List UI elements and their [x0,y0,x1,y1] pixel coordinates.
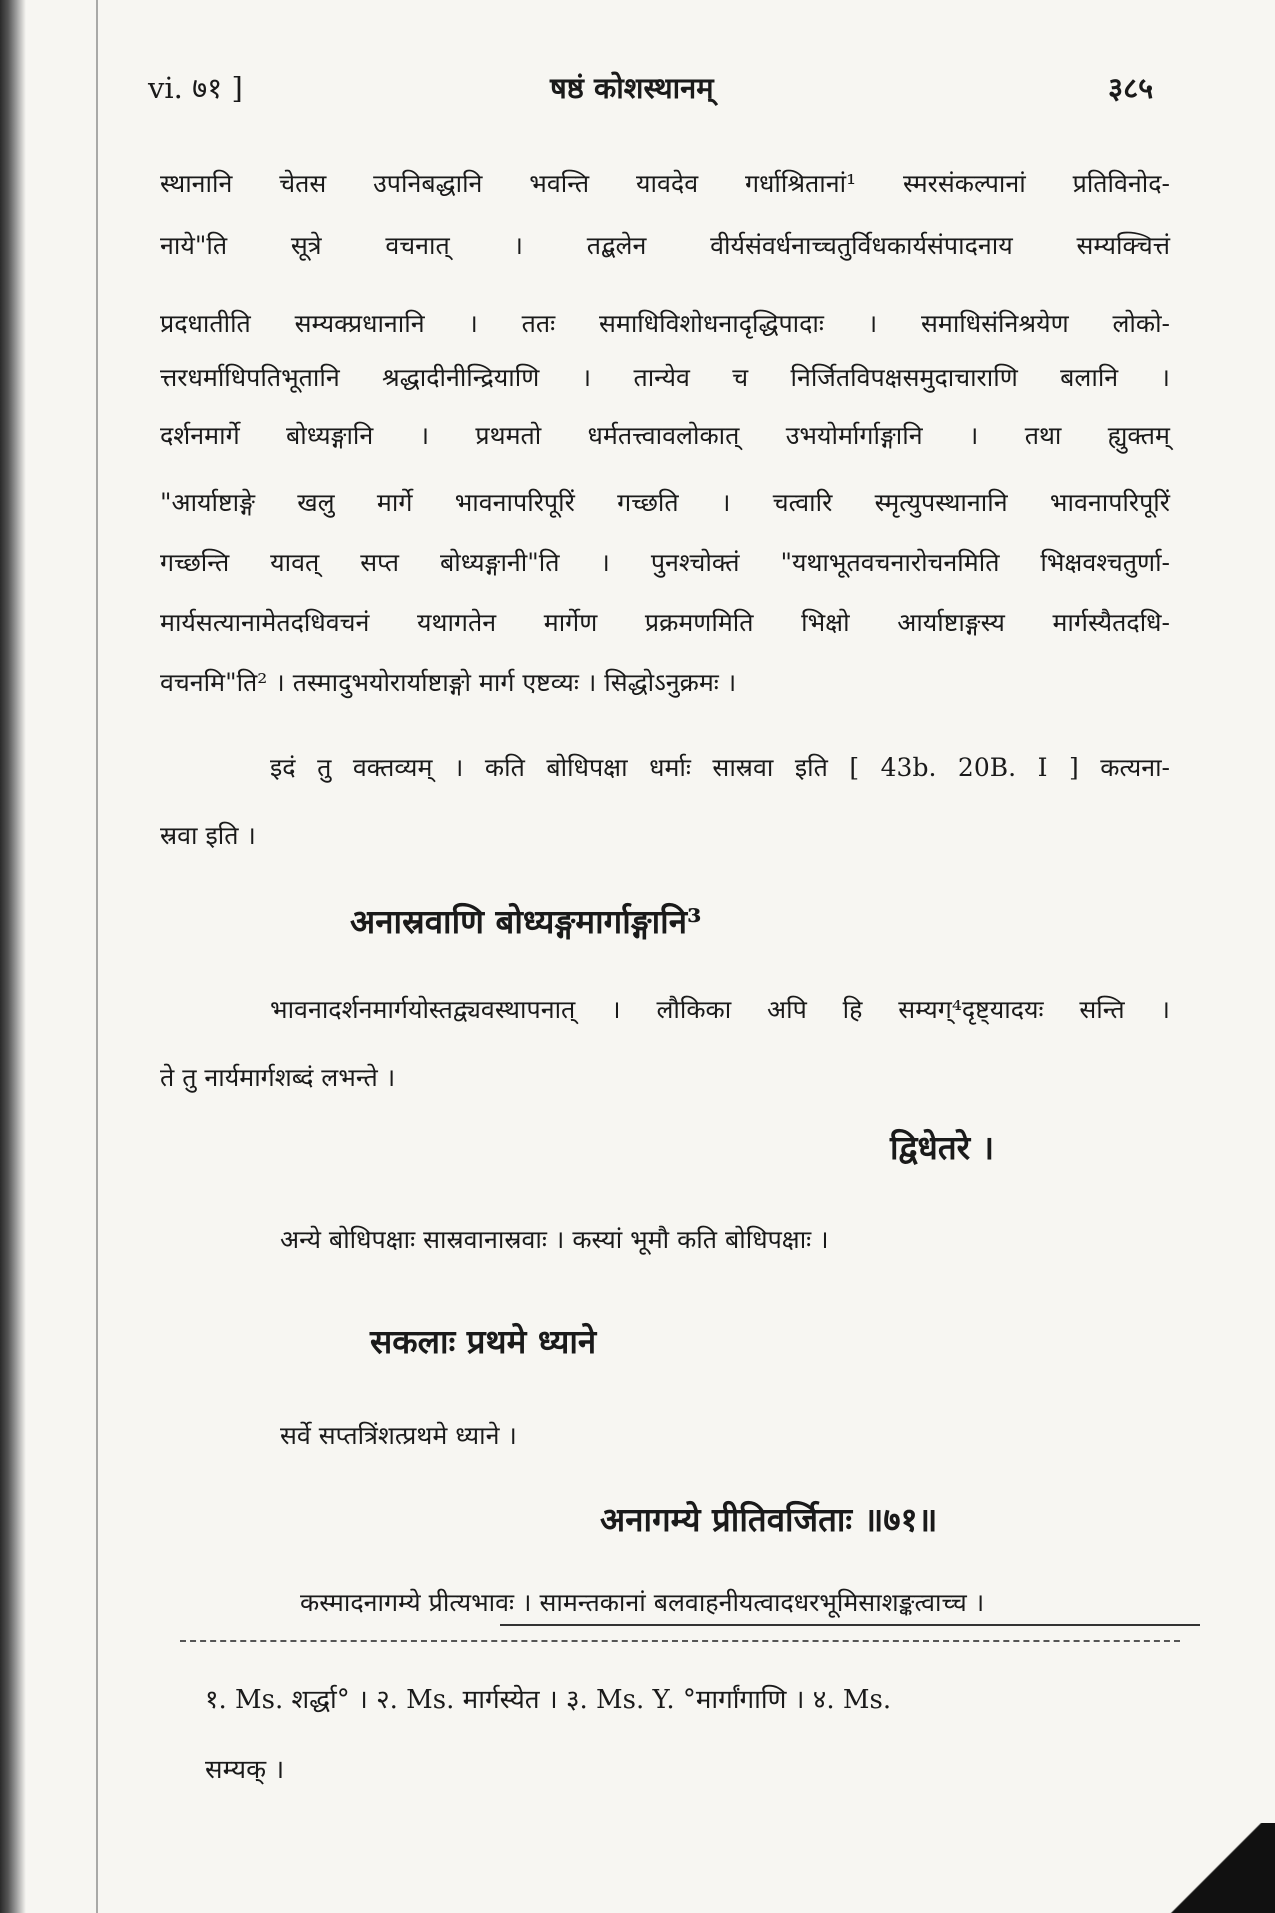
footnote-divider [180,1640,1180,1642]
text-line: सर्वे सप्तत्रिंशत्प्रथमे ध्याने । [280,1421,517,1450]
binding-shadow [0,0,26,1913]
text-line: स्रवा इति । [160,821,256,850]
footnote-rule [500,1624,1200,1626]
text-line: मार्यसत्यानामेतदधिवचनं यथागतेन मार्गेण प्रक्रमणमिति भिक्षो आर्याष्टाङ्गस्य मार्गस्यैतदधि- [160,608,1170,637]
text-line: स्थानानि चेतस उपनिबद्धानि भवन्ति यावदेव गर्धाश्रितानां¹ स्मरसंकल्पानां प्रतिविनोद- [160,169,1170,198]
text-line: ते तु नार्यमार्गशब्दं लभन्ते । [160,1063,396,1092]
text-line: कस्मादनागम्ये प्रीत्यभावः । सामन्तकानां बलवाहनीयत्वादधरभूमिसाशङ्कत्वाच्च । [300,1588,985,1617]
text-line: "आर्याष्टाङ्गे खलु मार्गे भावनापरिपूरिं गच्छति । चत्वारि स्मृत्युपस्थानानि भावनापरिपूरिं [160,488,1170,517]
text-line: नाये"ति सूत्रे वचनात् । तद्बलेन वीर्यसंवर्धनाच्चतुर्विधकार्यसंपादनाय सम्यक्चित्तं [160,231,1170,260]
text-line: दर्शनमार्गे बोध्यङ्गानि । प्रथमतो धर्मतत्त्वावलोकात् उभयोर्मार्गाङ्गानि । तथा ह्युक्तम् [160,421,1170,450]
text-line: वचनमि"ति² । तस्मादुभयोरार्याष्टाङ्गो मार्ग एष्टव्यः । सिद्धोऽनुक्रमः । [160,668,737,697]
verse-heading: सकलाः प्रथमे ध्याने [370,1322,597,1361]
text-line: अन्ये बोधिपक्षाः सास्रवानास्रवाः । कस्यां भूमौ कति बोधिपक्षाः । [280,1225,829,1254]
text-line: त्तरधर्माधिपतिभूतानि श्रद्धादीनीन्द्रियाणि । तान्येव च निर्जितविपक्षसमुदाचाराणि बलानि । [160,363,1170,392]
text-line: भावनादर्शनमार्गयोस्तद्व्यवस्थापनात् । लौकिका अपि हि सम्यग्⁴दृष्ट्यादयः सन्ति । [270,995,1170,1024]
header-section-ref: vi. ७१ ] [148,71,243,105]
verse-heading: अनास्रवाणि बोध्यङ्गमार्गाङ्गानि³ [350,902,702,941]
page-corner-shadow [1155,1823,1275,1913]
verse-heading: अनागम्ये प्रीतिवर्जिताः ॥७१॥ [600,1500,938,1539]
text-line: इदं तु वक्तव्यम् । कति बोधिपक्षा धर्माः सास्रवा इति [ 43b. 20B. I ] कत्यना- [270,753,1170,782]
text-line: प्रदधातीति सम्यक्प्रधानानि । ततः समाधिविशोधनादृद्धिपादाः । समाधिसंनिश्रयेण लोको- [160,309,1170,338]
margin-line [96,0,98,1913]
text-line: गच्छन्ति यावत् सप्त बोध्यङ्गानी"ति । पुनश्चोक्तं "यथाभूतवचनारोचनमिति भिक्षवश्चतुर्णा- [160,548,1170,577]
verse-heading: द्विधेतरे । [890,1128,995,1167]
header-title: षष्ठं कोशस्थानम् [550,71,714,105]
footnote-line: १. Ms. शर्द्धा° । २. Ms. मार्गस्येत । ३. Ms. Y. °मार्गांगाणि । ४. Ms. [205,1685,892,1715]
footnote-line: सम्यक् । [205,1755,285,1785]
page-number: ३८५ [1108,71,1154,105]
